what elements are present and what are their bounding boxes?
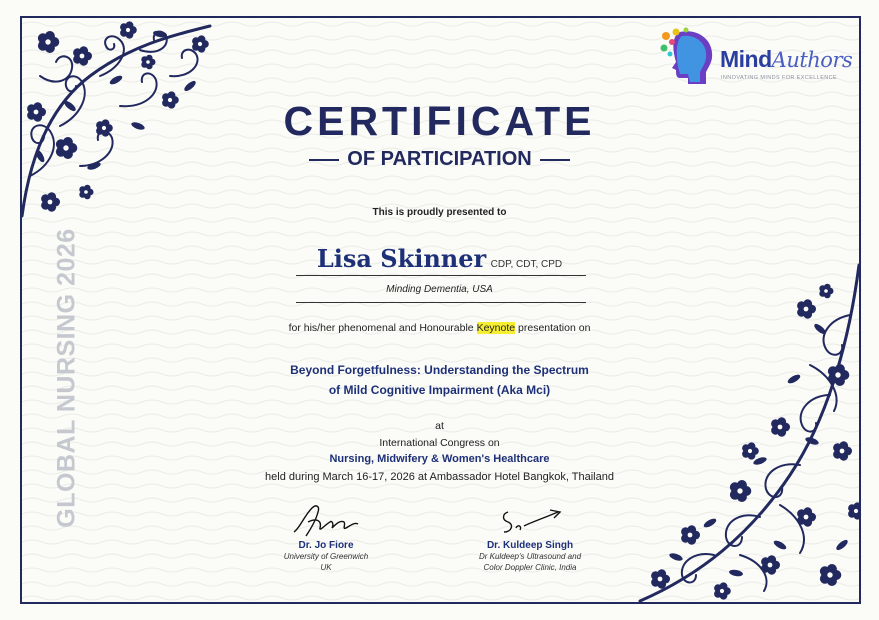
flower-ornament <box>38 31 59 53</box>
flower-ornament <box>820 564 841 586</box>
flower-ornament <box>848 502 861 519</box>
flower-ornament <box>714 582 731 599</box>
conference-name: Nursing, Midwifery & Women's Healthcare <box>329 453 550 465</box>
signature-kuldeep-singh <box>492 504 572 540</box>
leaf-ornament <box>183 79 198 93</box>
role-statement: for his/her phenomenal and Honourable Keynote presentation on <box>288 322 591 334</box>
flower-ornament <box>79 185 93 200</box>
logo-tagline: INNOVATING MINDS FOR EXCELLENCE <box>721 75 838 81</box>
flower-ornament <box>797 507 816 526</box>
left-dash <box>309 159 339 161</box>
head-profile-icon <box>658 26 718 90</box>
swirl-ornament <box>640 265 859 601</box>
signatory-affiliation: University of Greenwich <box>283 552 369 561</box>
event-side-label: GLOBAL NURSING 2026 <box>52 228 81 528</box>
logo-wordmark: MindAuthors <box>720 46 853 72</box>
name-underline <box>296 275 586 276</box>
flower-ornament <box>73 46 92 65</box>
role-highlight: Keynote <box>476 322 516 334</box>
leaf-ornament <box>729 569 744 577</box>
signatory-affiliation-2: Color Doppler Clinic, India <box>483 563 577 572</box>
signatory-name: Dr. Jo Fiore <box>298 540 354 551</box>
certificate-title: CERTIFICATE <box>283 98 596 144</box>
signatory-affiliation: Dr Kuldeep's Ultrasound and <box>478 552 582 561</box>
swirl-ornament <box>40 56 72 81</box>
congress-text: International Congress on <box>379 437 500 449</box>
leaf-ornament <box>108 74 123 86</box>
talk-title: Beyond Forgetfulness: Understanding the Spectrum of Mild Cognitive Impairment (Aka Mci) <box>290 363 589 397</box>
presented-to-text: This is proudly presented to <box>372 207 507 218</box>
flower-ornament <box>681 525 700 544</box>
affiliation-underline <box>296 302 586 303</box>
flower-ornament <box>141 55 155 70</box>
flower-ornament <box>797 299 816 318</box>
flower-ornament <box>192 35 209 52</box>
certificate-subtitle: OF PARTICIPATION <box>0 148 879 171</box>
leaf-ornament <box>668 552 683 562</box>
signatory-2 <box>450 540 610 573</box>
recipient-credentials: CDP, CDT, CPD <box>490 259 563 270</box>
flower-ornament <box>730 480 751 502</box>
leaf-ornament <box>702 517 717 529</box>
event-date-venue: held during March 16-17, 2026 at Ambassador Hotel Bangkok, Thailand <box>265 471 614 483</box>
leaf-ornament <box>835 538 850 552</box>
at-text: at <box>435 420 444 432</box>
flower-ornament <box>651 569 670 588</box>
signatory-country: UK <box>320 563 332 572</box>
signature-jo-fiore <box>286 502 366 540</box>
signatory-1 <box>246 540 406 573</box>
mindauthors-logo <box>658 26 853 90</box>
recipient-affiliation: Minding Dementia, USA <box>386 284 493 295</box>
flower-ornament <box>761 555 780 574</box>
flower-ornament <box>120 21 137 38</box>
leaf-ornament <box>772 539 787 551</box>
recipient <box>0 244 879 273</box>
swirl-ornament <box>170 50 198 77</box>
signatory-name: Dr. Kuldeep Singh <box>486 540 574 551</box>
right-dash <box>540 159 570 161</box>
recipient-name: Lisa Skinner <box>316 244 487 273</box>
